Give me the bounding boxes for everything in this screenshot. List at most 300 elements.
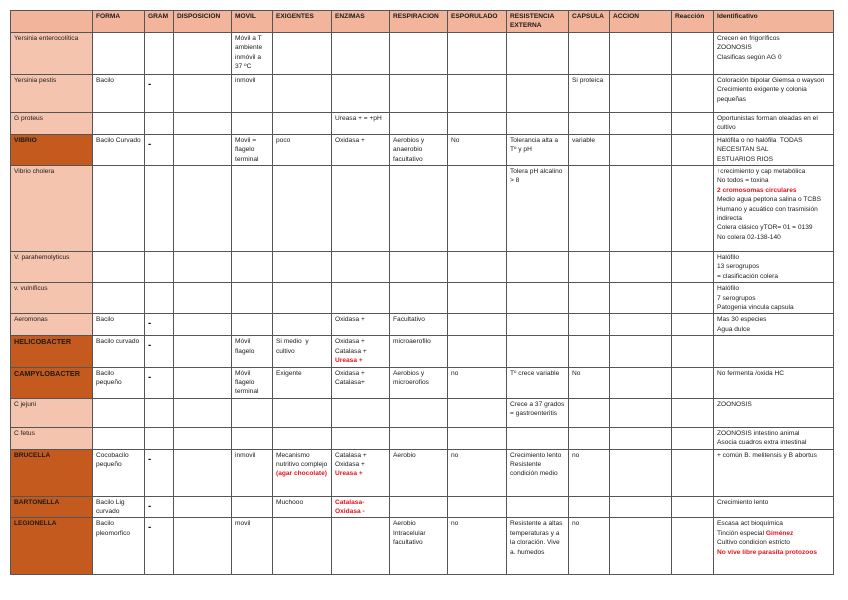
- cell-text: Asocia cuadros extra intestinal: [717, 439, 807, 447]
- enzimas-cell: [332, 252, 390, 283]
- forma-cell: [93, 283, 145, 314]
- esporulado-cell: [448, 32, 507, 74]
- gram-value: -: [148, 318, 152, 330]
- movil-cell: [232, 449, 273, 496]
- cell-text: Oxidasa +: [335, 369, 365, 377]
- disposicion-cell: [174, 283, 232, 314]
- cell-text: Crecimiento lento: [717, 498, 769, 506]
- gram-cell: [145, 314, 174, 336]
- identificativo-cell: [714, 74, 834, 112]
- organism-cell: [11, 314, 93, 336]
- forma-cell: [93, 112, 145, 134]
- reaccion-cell: [672, 252, 714, 283]
- cell-text: V. parahemolyticus: [14, 254, 70, 262]
- organism-cell: [11, 252, 93, 283]
- table-row-vibrio-cholera: [11, 166, 834, 252]
- cell-text: Colera clásico yTOR= 01 = 0139: [717, 224, 813, 232]
- organism-cell: [11, 134, 93, 165]
- cell-text: Crecimiento exigente y colonia pequeñas: [717, 86, 809, 103]
- respiracion-cell: [390, 367, 448, 398]
- resistencia-cell: [507, 112, 569, 134]
- resistencia-cell: [507, 166, 569, 252]
- accion-cell: [610, 518, 672, 575]
- exigentes-cell: [273, 314, 332, 336]
- disposicion-cell: [174, 336, 232, 367]
- cell-text: Oportunistas forman oleadas en el cultivo: [717, 114, 820, 132]
- respiracion-cell: [390, 166, 448, 252]
- disposicion-cell: [174, 74, 232, 112]
- cell-text: Halófilo: [717, 254, 739, 262]
- reaccion-cell: [672, 166, 714, 252]
- forma-cell: [93, 427, 145, 449]
- cell-text: C fetus: [14, 429, 35, 437]
- esporulado-cell: [448, 112, 507, 134]
- cell-text: CAMPYLOBACTER: [14, 368, 80, 378]
- enzimas-cell: [332, 427, 390, 449]
- exigentes-cell: [273, 283, 332, 314]
- forma-cell: [93, 336, 145, 367]
- gram-value: -: [148, 500, 152, 512]
- organism-cell: [11, 166, 93, 252]
- enzimas-cell: [332, 134, 390, 165]
- exigentes-cell: [273, 449, 332, 496]
- cell-text: Patogenia vincula capsula: [717, 304, 794, 312]
- enzimas-cell: [332, 314, 390, 336]
- identificativo-cell: [714, 496, 834, 518]
- forma-cell: [93, 496, 145, 518]
- accion-cell: [610, 166, 672, 252]
- organism-cell: [11, 336, 93, 367]
- esporulado-cell: [448, 134, 507, 165]
- gram-cell: [145, 74, 174, 112]
- accion-cell: [610, 496, 672, 518]
- cell-text: Catalasa+: [335, 378, 365, 386]
- cell-text: ZOONOSIS intestino animal: [717, 429, 800, 437]
- cell-text: Aerobios y microerofios: [393, 369, 429, 386]
- gram-value: -: [148, 371, 152, 383]
- header-cell: DISPOSICION: [174, 11, 232, 33]
- capsula-cell: [569, 252, 610, 283]
- header-cell: FORMA: [93, 11, 145, 33]
- cell-text: No vive libre parasita protozoos: [717, 548, 818, 556]
- resistencia-cell: [507, 134, 569, 165]
- cell-text: Bacilo pleomorfico: [96, 520, 131, 537]
- enzimas-cell: [332, 74, 390, 112]
- table-row-aeromonas: [11, 314, 834, 336]
- capsula-cell: [569, 336, 610, 367]
- cell-text: Mas 30 especies: [717, 316, 767, 324]
- respiracion-cell: [390, 74, 448, 112]
- cell-text: no: [451, 369, 459, 377]
- movil-cell: [232, 166, 273, 252]
- respiracion-cell: [390, 283, 448, 314]
- cell-text: G proteus: [14, 114, 43, 122]
- reaccion-cell: [672, 398, 714, 427]
- cell-text: 13 serogrupos: [717, 263, 760, 271]
- exigentes-cell: [273, 32, 332, 74]
- exigentes-cell: [273, 112, 332, 134]
- cell-text: Yersinia enterocolítica: [14, 34, 79, 42]
- exigentes-cell: [273, 427, 332, 449]
- header-row: [11, 11, 834, 33]
- esporulado-cell: [448, 336, 507, 367]
- resistencia-cell: [507, 32, 569, 74]
- cell-text: Oxidasa +: [335, 316, 365, 324]
- cell-text: Catalasa-: [335, 498, 365, 506]
- identificativo-cell: [714, 449, 834, 496]
- enzimas-cell: [332, 283, 390, 314]
- respiracion-cell: [390, 449, 448, 496]
- capsula-cell: [569, 449, 610, 496]
- header-cell: ENZIMAS: [332, 11, 390, 33]
- exigentes-cell: [273, 134, 332, 165]
- movil-cell: [232, 32, 273, 74]
- respiracion-cell: [390, 398, 448, 427]
- esporulado-cell: [448, 314, 507, 336]
- header-cell: CAPSULA: [569, 11, 610, 33]
- reaccion-cell: [672, 32, 714, 74]
- identificativo-cell: [714, 427, 834, 449]
- disposicion-cell: [174, 134, 232, 165]
- identificativo-cell: [714, 166, 834, 252]
- identificativo-cell: [714, 314, 834, 336]
- header-cell: EXIGENTES: [273, 11, 332, 33]
- respiracion-cell: [390, 252, 448, 283]
- accion-cell: [610, 427, 672, 449]
- exigentes-cell: [273, 496, 332, 518]
- cell-text: v. vulnificus: [14, 285, 48, 293]
- cell-text: Catalasa +: [335, 347, 367, 355]
- esporulado-cell: [448, 518, 507, 575]
- respiracion-cell: [390, 112, 448, 134]
- cell-text: Movil = flagelo terminal: [235, 136, 259, 163]
- table-row-helicobacter: [11, 336, 834, 367]
- esporulado-cell: [448, 427, 507, 449]
- capsula-cell: [569, 166, 610, 252]
- cell-text: Crecen en frigoríficos: [717, 34, 780, 42]
- respiracion-cell: [390, 314, 448, 336]
- table-row-c-jejuni: [11, 398, 834, 427]
- cell-text: Exigente: [276, 369, 302, 377]
- esporulado-cell: [448, 449, 507, 496]
- esporulado-cell: [448, 166, 507, 252]
- gram-cell: [145, 112, 174, 134]
- table-row-g-proteus: [11, 112, 834, 134]
- capsula-cell: [569, 427, 610, 449]
- enzimas-cell: [332, 496, 390, 518]
- exigentes-cell: [273, 336, 332, 367]
- cell-text: inmovil: [235, 451, 256, 459]
- gram-cell: [145, 367, 174, 398]
- table-row-brucella: [11, 449, 834, 496]
- enzimas-cell: [332, 367, 390, 398]
- capsula-cell: [569, 32, 610, 74]
- cell-text: VIBRIO: [14, 136, 37, 144]
- movil-cell: [232, 427, 273, 449]
- cell-text: no: [572, 451, 580, 459]
- cell-text: Crecimiento lento: [510, 451, 562, 459]
- table-row-v-vulnificus: [11, 283, 834, 314]
- capsula-cell: [569, 367, 610, 398]
- cell-text: No fermenta /oxida HC: [717, 369, 785, 377]
- cell-text: Facultativo: [393, 316, 425, 324]
- disposicion-cell: [174, 112, 232, 134]
- gram-cell: [145, 283, 174, 314]
- disposicion-cell: [174, 398, 232, 427]
- organism-cell: [11, 518, 93, 575]
- accion-cell: [610, 252, 672, 283]
- respiracion-cell: [390, 336, 448, 367]
- forma-cell: [93, 367, 145, 398]
- cell-text: Tº crece variable: [510, 369, 560, 377]
- cell-text-highlight: Giménez: [765, 529, 794, 537]
- cell-text: poco: [276, 136, 291, 144]
- resistencia-cell: [507, 336, 569, 367]
- respiracion-cell: [390, 32, 448, 74]
- forma-cell: [93, 518, 145, 575]
- identificativo-cell: [714, 112, 834, 134]
- movil-cell: [232, 367, 273, 398]
- capsula-cell: [569, 496, 610, 518]
- cell-text: Medio agua peptona salina o TCBS: [717, 196, 821, 204]
- disposicion-cell: [174, 427, 232, 449]
- movil-cell: [232, 314, 273, 336]
- table-row-vibrio: [11, 134, 834, 165]
- movil-cell: [232, 336, 273, 367]
- cell-text: ZOONOSIS: [717, 44, 752, 52]
- esporulado-cell: [448, 74, 507, 112]
- cell-text: 2 cromosomas circulares: [717, 186, 797, 194]
- cell-text: Yersinia pestis: [14, 76, 57, 84]
- cell-text: no: [451, 520, 459, 528]
- accion-cell: [610, 336, 672, 367]
- accion-cell: [610, 314, 672, 336]
- forma-cell: [93, 252, 145, 283]
- bacteria-table: [10, 10, 834, 575]
- organism-cell: [11, 398, 93, 427]
- table-row-c-fetus: [11, 427, 834, 449]
- organism-cell: [11, 74, 93, 112]
- gram-cell: [145, 518, 174, 575]
- table-row-yersinia-enterocolitica: [11, 32, 834, 74]
- disposicion-cell: [174, 166, 232, 252]
- cell-text: Muchooo: [276, 498, 304, 506]
- cell-text: no: [451, 451, 459, 459]
- respiracion-cell: [390, 518, 448, 575]
- accion-cell: [610, 449, 672, 496]
- header-cell: ACCION: [610, 11, 672, 33]
- cell-text: Bacilo Lig curvado: [96, 498, 127, 515]
- reaccion-cell: [672, 314, 714, 336]
- movil-cell: [232, 134, 273, 165]
- cell-text-highlight: (agar chocolate): [276, 470, 327, 478]
- disposicion-cell: [174, 252, 232, 283]
- table-row-legionella: [11, 518, 834, 575]
- disposicion-cell: [174, 518, 232, 575]
- capsula-cell: [569, 398, 610, 427]
- exigentes-cell: [273, 166, 332, 252]
- cell-text: Bacilo curvado: [96, 338, 140, 346]
- cell-text: Oxidasa +: [335, 338, 365, 346]
- cell-text: Crece a 37 grados = gastroenteritis: [510, 400, 567, 418]
- cell-text: Cocobacilo pequeño: [96, 451, 131, 468]
- organism-cell: [11, 112, 93, 134]
- cell-text: No colera 02-138-140: [717, 233, 781, 241]
- gram-cell: [145, 32, 174, 74]
- table-body: [11, 32, 834, 575]
- accion-cell: [610, 74, 672, 112]
- resistencia-cell: [507, 496, 569, 518]
- cell-text: Móvil a T ambiente inmóvil a 37 ºC: [235, 34, 264, 71]
- gram-cell: [145, 427, 174, 449]
- disposicion-cell: [174, 314, 232, 336]
- gram-cell: [145, 336, 174, 367]
- cell-text: ↑crecimiento y cap metabólica: [717, 168, 806, 176]
- gram-cell: [145, 134, 174, 165]
- forma-cell: [93, 134, 145, 165]
- cell-text: BRUCELLA: [14, 451, 51, 459]
- cell-text: HELICOBACTER: [14, 337, 72, 347]
- resistencia-cell: [507, 283, 569, 314]
- cell-text: Ureasa +: [335, 470, 363, 478]
- gram-value: -: [148, 340, 152, 352]
- identificativo-cell: [714, 134, 834, 165]
- movil-cell: [232, 398, 273, 427]
- capsula-cell: [569, 314, 610, 336]
- cell-text: Resistente condición medio: [510, 460, 558, 478]
- accion-cell: [610, 134, 672, 165]
- identificativo-cell: [714, 367, 834, 398]
- gram-cell: [145, 166, 174, 252]
- gram-cell: [145, 398, 174, 427]
- enzimas-cell: [332, 336, 390, 367]
- capsula-cell: [569, 518, 610, 575]
- cell-text: inmovil: [235, 76, 256, 84]
- capsula-cell: [569, 112, 610, 134]
- esporulado-cell: [448, 283, 507, 314]
- cell-text: C jejuni: [14, 400, 36, 408]
- cell-text: ESTUARIOS RIOS: [717, 155, 774, 163]
- cell-text: movil: [235, 520, 251, 528]
- enzimas-cell: [332, 166, 390, 252]
- identificativo-cell: [714, 283, 834, 314]
- gram-value: -: [148, 522, 152, 534]
- identificativo-cell: [714, 336, 834, 367]
- forma-cell: [93, 398, 145, 427]
- resistencia-cell: [507, 74, 569, 112]
- header-cell: GRAM: [145, 11, 174, 33]
- reaccion-cell: [672, 336, 714, 367]
- movil-cell: [232, 283, 273, 314]
- cell-text: Si medio y cultivo: [276, 338, 311, 355]
- cell-text: Oxidasa +: [335, 136, 365, 144]
- enzimas-cell: [332, 112, 390, 134]
- esporulado-cell: [448, 398, 507, 427]
- cell-text: Coloración bipolar Giemsa o wayson: [717, 76, 825, 84]
- capsula-cell: [569, 74, 610, 112]
- header-cell: Identificativo: [714, 11, 834, 33]
- resistencia-cell: [507, 398, 569, 427]
- header-cell: MOVIL: [232, 11, 273, 33]
- respiracion-cell: [390, 427, 448, 449]
- enzimas-cell: [332, 449, 390, 496]
- gram-value: -: [148, 453, 152, 465]
- cell-text: No: [572, 369, 581, 377]
- cell-text: Tolerancia alta a Tº y pH: [510, 136, 560, 154]
- cell-text: Aerobio: [393, 451, 416, 459]
- reaccion-cell: [672, 449, 714, 496]
- cell-text: Bacilo: [96, 316, 114, 324]
- resistencia-cell: [507, 518, 569, 575]
- cell-text: Escasa act bioquímica: [717, 520, 783, 528]
- table-row-yersinia-pestis: [11, 74, 834, 112]
- movil-cell: [232, 74, 273, 112]
- resistencia-cell: [507, 314, 569, 336]
- esporulado-cell: [448, 252, 507, 283]
- cell-text: Si proteica: [572, 76, 604, 84]
- gram-cell: [145, 496, 174, 518]
- forma-cell: [93, 74, 145, 112]
- movil-cell: [232, 518, 273, 575]
- cell-text: Bacilo: [96, 76, 114, 84]
- organism-cell: [11, 496, 93, 518]
- enzimas-cell: [332, 32, 390, 74]
- identificativo-cell: [714, 398, 834, 427]
- movil-cell: [232, 112, 273, 134]
- reaccion-cell: [672, 518, 714, 575]
- cell-text: Agua dulce: [717, 325, 750, 333]
- header-cell: RESPIRACION: [390, 11, 448, 33]
- cell-text: Aerobios y anaerobio facultativo: [393, 136, 426, 163]
- cell-text: Móvil flagelo: [235, 338, 255, 355]
- enzimas-cell: [332, 518, 390, 575]
- exigentes-cell: [273, 367, 332, 398]
- resistencia-cell: [507, 427, 569, 449]
- movil-cell: [232, 496, 273, 518]
- cell-text: ZOONOSIS: [717, 400, 752, 408]
- disposicion-cell: [174, 367, 232, 398]
- cell-text: Aerobio Intracelular facultativo: [393, 520, 428, 547]
- cell-text: variable: [572, 136, 596, 144]
- cell-text: Halófilo: [717, 285, 739, 293]
- exigentes-cell: [273, 74, 332, 112]
- header-cell: RESISTENCIA EXTERNA: [507, 11, 569, 33]
- cell-text: No: [451, 136, 460, 144]
- forma-cell: [93, 32, 145, 74]
- respiracion-cell: [390, 134, 448, 165]
- accion-cell: [610, 32, 672, 74]
- esporulado-cell: [448, 496, 507, 518]
- cell-text: Vibrio cholera: [14, 168, 55, 176]
- cell-text: Catalasa +: [335, 451, 367, 459]
- cell-text: Ureasa +: [335, 357, 363, 365]
- forma-cell: [93, 314, 145, 336]
- disposicion-cell: [174, 32, 232, 74]
- resistencia-cell: [507, 449, 569, 496]
- cell-text: BARTONELLA: [14, 498, 60, 506]
- capsula-cell: [569, 283, 610, 314]
- table-row-v-parahemolyticus: [11, 252, 834, 283]
- forma-cell: [93, 166, 145, 252]
- resistencia-cell: [507, 252, 569, 283]
- cell-text: Tinción especial: [717, 529, 766, 537]
- cell-text: LEGIONELLA: [14, 520, 57, 528]
- cell-text: Ureasa + = +pH: [335, 114, 382, 122]
- capsula-cell: [569, 134, 610, 165]
- accion-cell: [610, 112, 672, 134]
- accion-cell: [610, 398, 672, 427]
- accion-cell: [610, 283, 672, 314]
